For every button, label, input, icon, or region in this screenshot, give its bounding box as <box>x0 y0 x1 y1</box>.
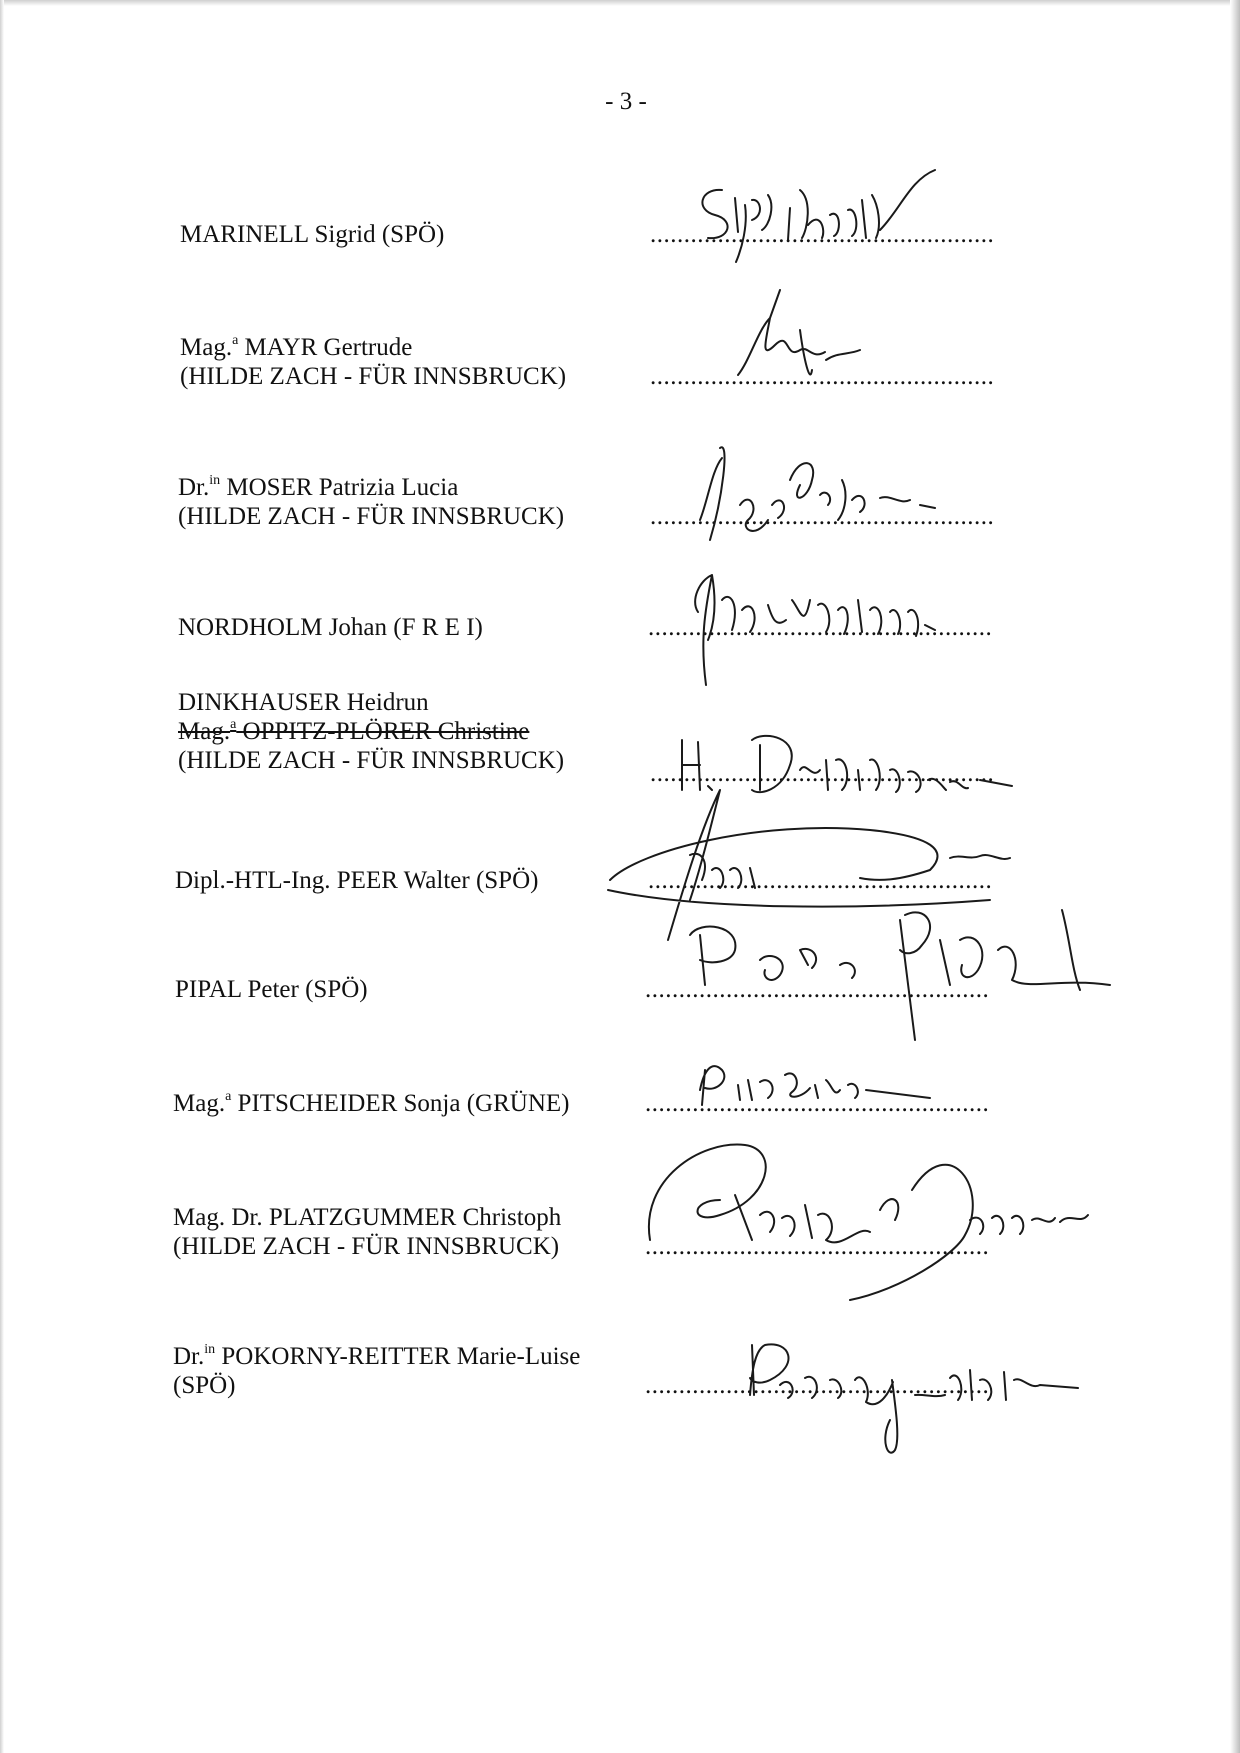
scan-edge-top <box>0 0 1240 6</box>
struck-signatory <box>178 717 564 746</box>
signature-platzgummer <box>649 1145 1088 1300</box>
signatory-party: (HILDE ZACH - FÜR INNSBRUCK) <box>173 1233 560 1260</box>
academic-title-suffix: a <box>225 1088 232 1104</box>
signatory-entry <box>178 613 483 642</box>
signatory-party: (HILDE ZACH - FÜR INNSBRUCK) <box>178 503 565 530</box>
signatory-name: NORDHOLM Johan (F R E I) <box>178 614 483 641</box>
academic-title: Mag. <box>180 334 233 361</box>
signatory-name: MARINELL Sigrid (SPÖ) <box>180 221 445 248</box>
academic-title-suffix: in <box>209 472 221 488</box>
signatory-name: DINKHAUSER Heidrun <box>178 689 429 716</box>
signatory-party: (SPÖ) <box>173 1372 236 1399</box>
signature-line: ................................................... <box>645 1372 990 1399</box>
signatory-name: PITSCHEIDER Sonja (GRÜNE) <box>237 1090 570 1117</box>
signature-line: ................................................... <box>650 221 995 248</box>
signature-line: ................................................... <box>645 976 990 1003</box>
signatory-entry <box>178 473 564 531</box>
signatory-entry <box>180 333 566 391</box>
signatory-party: (HILDE ZACH - FÜR INNSBRUCK) <box>180 363 567 390</box>
signatory-name: MOSER Patrizia Lucia <box>226 474 459 501</box>
signature-peer <box>608 790 1010 940</box>
scan-edge-right <box>1230 0 1240 1753</box>
struck-title-suffix: a <box>230 716 237 732</box>
academic-title: Mag. <box>173 1090 226 1117</box>
signatory-name: MAYR Gertrude <box>244 334 413 361</box>
page-number: - 3 - <box>605 88 647 115</box>
signatory-entry <box>173 1203 561 1261</box>
scan-edge-left <box>0 0 4 1753</box>
signatory-party: (HILDE ZACH - FÜR INNSBRUCK) <box>178 747 565 774</box>
signature-line: ................................................... <box>648 614 993 641</box>
signature-line: ................................................... <box>650 760 995 787</box>
signatory-name: Mag. Dr. PLATZGUMMER Christoph <box>173 1204 562 1231</box>
signatory-name: Dipl.-HTL-Ing. PEER Walter (SPÖ) <box>175 867 539 894</box>
academic-title: Dr. <box>173 1343 205 1370</box>
struck-name: OPPITZ-PLÖRER Christine <box>242 718 530 745</box>
academic-title-suffix: a <box>232 332 239 348</box>
signature-line: ................................................... <box>650 503 995 530</box>
signatory-entry <box>180 220 444 249</box>
signature-line: ................................................... <box>645 1090 990 1117</box>
signatory-entry <box>175 866 538 895</box>
academic-title-suffix: in <box>204 1341 216 1357</box>
struck-title: Mag. <box>178 718 231 745</box>
signatory-entry <box>178 688 564 775</box>
signatory-name: PIPAL Peter (SPÖ) <box>175 976 368 1003</box>
signatory-entry <box>173 1342 580 1400</box>
academic-title: Dr. <box>178 474 210 501</box>
signature-line: ................................................... <box>650 363 995 390</box>
signature-line: ................................................... <box>645 1233 990 1260</box>
signature-line: ................................................... <box>648 867 993 894</box>
signatory-entry <box>173 1089 569 1118</box>
signatory-entry <box>175 975 368 1004</box>
signatory-name: POKORNY-REITTER Marie-Luise <box>221 1343 581 1370</box>
